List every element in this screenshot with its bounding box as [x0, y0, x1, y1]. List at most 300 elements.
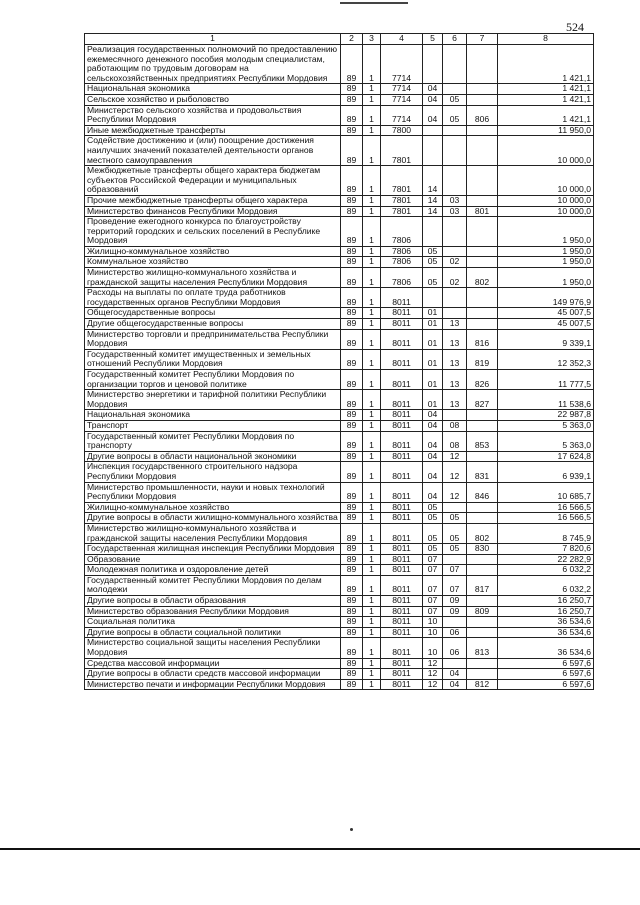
- cell-code-2: 89: [341, 268, 363, 288]
- cell-code-5: [423, 125, 443, 136]
- cell-item-name: Межбюджетные трансферты общего характера бюджетам субъектов Российской Федерации и муниципальных образований: [85, 166, 341, 196]
- cell-code-2: 89: [341, 257, 363, 268]
- cell-amount: 10 000,0: [498, 195, 594, 206]
- cell-code-4: 8011: [381, 319, 423, 330]
- cell-code-5: 05: [423, 523, 443, 543]
- cell-code-7: 827: [467, 390, 498, 410]
- cell-item-name: Другие вопросы в области национальной экономики: [85, 451, 341, 462]
- cell-amount: 6 032,2: [498, 565, 594, 576]
- cell-code-7: [467, 554, 498, 565]
- cell-code-7: [467, 627, 498, 638]
- cell-code-6: 05: [443, 513, 467, 524]
- cell-code-6: 06: [443, 638, 467, 658]
- cell-amount: 6 597,6: [498, 669, 594, 680]
- cell-code-4: 8011: [381, 617, 423, 628]
- top-scan-mark: [340, 2, 408, 9]
- cell-amount: 9 339,1: [498, 329, 594, 349]
- cell-code-7: [467, 502, 498, 513]
- cell-code-4: 8011: [381, 502, 423, 513]
- table-row: [85, 288, 594, 308]
- cell-code-7: [467, 166, 498, 196]
- cell-code-5: 01: [423, 370, 443, 390]
- cell-code-5: 12: [423, 669, 443, 680]
- cell-code-3: 1: [363, 669, 381, 680]
- table-row: [85, 410, 594, 421]
- cell-amount: 7 820,6: [498, 544, 594, 555]
- cell-amount: 16 566,5: [498, 513, 594, 524]
- cell-code-4: 7714: [381, 105, 423, 125]
- cell-code-5: 05: [423, 502, 443, 513]
- cell-code-4: 7806: [381, 217, 423, 247]
- table-row: [85, 513, 594, 524]
- cell-code-5: 04: [423, 410, 443, 421]
- cell-code-5: 01: [423, 308, 443, 319]
- cell-code-6: 02: [443, 268, 467, 288]
- cell-code-4: 8011: [381, 565, 423, 576]
- cell-code-6: 05: [443, 105, 467, 125]
- cell-code-2: 89: [341, 319, 363, 330]
- table-row: [85, 523, 594, 543]
- cell-code-3: 1: [363, 105, 381, 125]
- cell-code-7: [467, 565, 498, 576]
- cell-amount: 10 000,0: [498, 206, 594, 217]
- column-header-6: 6: [443, 34, 467, 45]
- cell-code-3: 1: [363, 482, 381, 502]
- cell-code-6: 13: [443, 349, 467, 369]
- cell-code-5: 01: [423, 329, 443, 349]
- cell-amount: 45 007,5: [498, 308, 594, 319]
- cell-item-name: Общегосударственные вопросы: [85, 308, 341, 319]
- cell-code-6: [443, 45, 467, 84]
- cell-code-6: 05: [443, 94, 467, 105]
- cell-amount: 1 421,1: [498, 105, 594, 125]
- column-header-5: 5: [423, 34, 443, 45]
- table-row: [85, 246, 594, 257]
- cell-code-7: [467, 513, 498, 524]
- cell-code-7: 819: [467, 349, 498, 369]
- cell-code-6: [443, 658, 467, 669]
- cell-code-5: 01: [423, 390, 443, 410]
- cell-item-name: Национальная экономика: [85, 84, 341, 95]
- cell-code-3: 1: [363, 370, 381, 390]
- cell-code-2: 89: [341, 217, 363, 247]
- cell-code-5: 07: [423, 596, 443, 607]
- cell-code-2: 89: [341, 596, 363, 607]
- cell-code-2: 89: [341, 617, 363, 628]
- cell-item-name: Государственный комитет Республики Мордовия по транспорту: [85, 431, 341, 451]
- cell-code-5: 07: [423, 554, 443, 565]
- cell-code-7: [467, 246, 498, 257]
- cell-amount: 45 007,5: [498, 319, 594, 330]
- table-row: [85, 125, 594, 136]
- column-header-2: 2: [341, 34, 363, 45]
- cell-code-4: 8011: [381, 308, 423, 319]
- cell-code-3: 1: [363, 565, 381, 576]
- cell-code-5: 04: [423, 431, 443, 451]
- cell-code-3: 1: [363, 513, 381, 524]
- cell-code-5: 04: [423, 462, 443, 482]
- cell-code-3: 1: [363, 679, 381, 690]
- cell-code-5: 01: [423, 349, 443, 369]
- cell-code-6: 08: [443, 431, 467, 451]
- cell-code-7: 817: [467, 575, 498, 595]
- cell-item-name: Образование: [85, 554, 341, 565]
- table-row: [85, 420, 594, 431]
- table-row: [85, 217, 594, 247]
- cell-code-3: 1: [363, 451, 381, 462]
- table-row: [85, 575, 594, 595]
- cell-code-7: 816: [467, 329, 498, 349]
- cell-code-5: 07: [423, 565, 443, 576]
- cell-code-2: 89: [341, 125, 363, 136]
- cell-code-5: 04: [423, 94, 443, 105]
- cell-code-6: 06: [443, 627, 467, 638]
- table-row: [85, 166, 594, 196]
- cell-code-3: 1: [363, 544, 381, 555]
- cell-code-4: 7806: [381, 246, 423, 257]
- cell-amount: 1 950,0: [498, 257, 594, 268]
- cell-code-3: 1: [363, 658, 381, 669]
- cell-code-4: 7801: [381, 206, 423, 217]
- cell-code-2: 89: [341, 166, 363, 196]
- cell-code-7: [467, 136, 498, 166]
- cell-code-2: 89: [341, 523, 363, 543]
- table-row: [85, 349, 594, 369]
- cell-code-6: 09: [443, 606, 467, 617]
- cell-amount: 11 950,0: [498, 125, 594, 136]
- cell-code-7: [467, 195, 498, 206]
- cell-code-4: 8011: [381, 288, 423, 308]
- cell-code-4: 8011: [381, 370, 423, 390]
- cell-code-3: 1: [363, 349, 381, 369]
- cell-code-6: [443, 246, 467, 257]
- cell-code-5: 05: [423, 268, 443, 288]
- cell-code-5: [423, 45, 443, 84]
- cell-code-4: 8011: [381, 679, 423, 690]
- cell-amount: 6 597,6: [498, 679, 594, 690]
- cell-code-6: 03: [443, 206, 467, 217]
- cell-code-2: 89: [341, 627, 363, 638]
- cell-amount: 5 363,0: [498, 431, 594, 451]
- cell-code-7: 802: [467, 268, 498, 288]
- cell-code-3: 1: [363, 257, 381, 268]
- page-number: 524: [566, 20, 584, 34]
- cell-code-6: [443, 217, 467, 247]
- cell-code-2: 89: [341, 84, 363, 95]
- cell-code-3: 1: [363, 462, 381, 482]
- cell-amount: 10 000,0: [498, 166, 594, 196]
- table-row: [85, 319, 594, 330]
- cell-item-name: Сельское хозяйство и рыболовство: [85, 94, 341, 105]
- table-row: [85, 390, 594, 410]
- cell-code-2: 89: [341, 390, 363, 410]
- cell-code-6: 07: [443, 575, 467, 595]
- cell-amount: 1 950,0: [498, 268, 594, 288]
- cell-code-7: [467, 451, 498, 462]
- cell-amount: 36 534,6: [498, 627, 594, 638]
- column-header-3: 3: [363, 34, 381, 45]
- cell-code-5: 04: [423, 105, 443, 125]
- cell-code-2: 89: [341, 638, 363, 658]
- cell-item-name: Жилищно-коммунальное хозяйство: [85, 502, 341, 513]
- cell-item-name: Министерство сельского хозяйства и продовольствия Республики Мордовия: [85, 105, 341, 125]
- cell-code-6: 04: [443, 679, 467, 690]
- cell-amount: 1 421,1: [498, 84, 594, 95]
- table-row: [85, 370, 594, 390]
- cell-code-7: [467, 617, 498, 628]
- cell-code-2: 89: [341, 606, 363, 617]
- cell-code-5: 12: [423, 658, 443, 669]
- cell-code-6: [443, 136, 467, 166]
- table-row: [85, 679, 594, 690]
- cell-code-7: 802: [467, 523, 498, 543]
- cell-code-5: 14: [423, 206, 443, 217]
- cell-code-3: 1: [363, 94, 381, 105]
- cell-amount: 1 421,1: [498, 94, 594, 105]
- cell-code-4: 7801: [381, 166, 423, 196]
- cell-item-name: Коммунальное хозяйство: [85, 257, 341, 268]
- cell-code-3: 1: [363, 329, 381, 349]
- cell-code-6: [443, 554, 467, 565]
- cell-code-2: 89: [341, 482, 363, 502]
- table-row: [85, 268, 594, 288]
- cell-item-name: Государственная жилищная инспекция Республики Мордовия: [85, 544, 341, 555]
- column-header-4: 4: [381, 34, 423, 45]
- cell-code-5: 04: [423, 482, 443, 502]
- cell-code-6: [443, 288, 467, 308]
- cell-code-5: [423, 288, 443, 308]
- cell-amount: 6 032,2: [498, 575, 594, 595]
- cell-code-6: [443, 617, 467, 628]
- cell-item-name: Иные межбюджетные трансферты: [85, 125, 341, 136]
- cell-code-6: [443, 125, 467, 136]
- cell-amount: 22 282,9: [498, 554, 594, 565]
- cell-code-7: [467, 94, 498, 105]
- cell-code-5: 07: [423, 606, 443, 617]
- cell-code-4: 7714: [381, 84, 423, 95]
- table-row: [85, 606, 594, 617]
- table-row: [85, 105, 594, 125]
- cell-item-name: Расходы на выплаты по оплате труда работников государственных органов Республики Мордовия: [85, 288, 341, 308]
- cell-code-3: 1: [363, 390, 381, 410]
- cell-code-4: 8011: [381, 596, 423, 607]
- table-row: [85, 658, 594, 669]
- cell-item-name: Реализация государственных полномочий по предоставлению ежемесячного денежного пособия молодым специалистам, работающим по трудовым договорам на сельскохозяйственных предприятиях Республики Мордовия: [85, 45, 341, 84]
- cell-code-7: 801: [467, 206, 498, 217]
- cell-item-name: Другие вопросы в области социальной политики: [85, 627, 341, 638]
- cell-code-3: 1: [363, 523, 381, 543]
- cell-code-4: 7801: [381, 136, 423, 166]
- cell-code-2: 89: [341, 370, 363, 390]
- cell-code-4: 8011: [381, 451, 423, 462]
- cell-item-name: Государственный комитет Республики Мордовия по делам молодежи: [85, 575, 341, 595]
- cell-code-6: 02: [443, 257, 467, 268]
- table-row: [85, 638, 594, 658]
- cell-item-name: Транспорт: [85, 420, 341, 431]
- cell-code-6: [443, 166, 467, 196]
- cell-code-3: 1: [363, 166, 381, 196]
- cell-code-4: 8011: [381, 523, 423, 543]
- cell-code-4: 7806: [381, 257, 423, 268]
- cell-code-5: 05: [423, 246, 443, 257]
- cell-code-6: 08: [443, 420, 467, 431]
- cell-item-name: Министерство социальной защиты населения Республики Мордовия: [85, 638, 341, 658]
- cell-code-7: [467, 420, 498, 431]
- cell-code-3: 1: [363, 638, 381, 658]
- cell-amount: 5 363,0: [498, 420, 594, 431]
- cell-code-6: 05: [443, 523, 467, 543]
- cell-code-3: 1: [363, 575, 381, 595]
- cell-code-3: 1: [363, 288, 381, 308]
- cell-code-5: 07: [423, 575, 443, 595]
- table-row: [85, 308, 594, 319]
- footer-rule: [0, 848, 640, 850]
- cell-code-5: 05: [423, 513, 443, 524]
- cell-code-5: 01: [423, 319, 443, 330]
- table-row: [85, 206, 594, 217]
- cell-code-3: 1: [363, 431, 381, 451]
- cell-code-7: [467, 658, 498, 669]
- cell-code-3: 1: [363, 84, 381, 95]
- cell-code-3: 1: [363, 420, 381, 431]
- cell-item-name: Министерство финансов Республики Мордовия: [85, 206, 341, 217]
- table-body: [85, 45, 594, 690]
- cell-code-2: 89: [341, 554, 363, 565]
- cell-code-4: 7801: [381, 195, 423, 206]
- footer-dot: [350, 828, 353, 831]
- cell-code-3: 1: [363, 627, 381, 638]
- cell-code-6: 07: [443, 565, 467, 576]
- cell-amount: 16 250,7: [498, 606, 594, 617]
- budget-table: [84, 33, 594, 690]
- cell-code-4: 8011: [381, 482, 423, 502]
- cell-code-6: 13: [443, 319, 467, 330]
- table-row: [85, 462, 594, 482]
- cell-code-4: 7800: [381, 125, 423, 136]
- cell-amount: 6 939,1: [498, 462, 594, 482]
- table-row: [85, 257, 594, 268]
- table-row: [85, 482, 594, 502]
- cell-code-4: 8011: [381, 638, 423, 658]
- cell-item-name: Молодежная политика и оздоровление детей: [85, 565, 341, 576]
- cell-code-4: 8011: [381, 462, 423, 482]
- cell-code-2: 89: [341, 658, 363, 669]
- cell-code-7: [467, 596, 498, 607]
- cell-code-2: 89: [341, 431, 363, 451]
- cell-code-7: [467, 217, 498, 247]
- cell-amount: 1 950,0: [498, 217, 594, 247]
- table-row: [85, 431, 594, 451]
- budget-table-container: [84, 33, 593, 690]
- cell-item-name: Государственный комитет имущественных и земельных отношений Республики Мордовия: [85, 349, 341, 369]
- cell-item-name: Министерство печати и информации Республики Мордовия: [85, 679, 341, 690]
- cell-code-4: 8011: [381, 669, 423, 680]
- cell-code-7: 846: [467, 482, 498, 502]
- cell-code-7: [467, 84, 498, 95]
- cell-code-7: [467, 288, 498, 308]
- cell-code-7: 830: [467, 544, 498, 555]
- cell-item-name: Прочие межбюджетные трансферты общего характера: [85, 195, 341, 206]
- cell-code-2: 89: [341, 669, 363, 680]
- cell-code-2: 89: [341, 420, 363, 431]
- cell-code-3: 1: [363, 319, 381, 330]
- cell-item-name: Средства массовой информации: [85, 658, 341, 669]
- cell-item-name: Министерство жилищно-коммунального хозяйства и гражданской защиты населения Республики Мордовия: [85, 268, 341, 288]
- cell-code-6: 13: [443, 329, 467, 349]
- cell-code-3: 1: [363, 502, 381, 513]
- cell-code-5: 10: [423, 638, 443, 658]
- cell-code-4: 8011: [381, 575, 423, 595]
- cell-code-6: 13: [443, 390, 467, 410]
- cell-code-4: 7806: [381, 268, 423, 288]
- column-header-7: 7: [467, 34, 498, 45]
- cell-code-3: 1: [363, 217, 381, 247]
- cell-code-5: 14: [423, 166, 443, 196]
- cell-code-4: 8011: [381, 431, 423, 451]
- cell-code-6: [443, 410, 467, 421]
- cell-amount: 36 534,6: [498, 617, 594, 628]
- cell-item-name: Министерство энергетики и тарифной политики Республики Мордовия: [85, 390, 341, 410]
- cell-item-name: Содействие достижению и (или) поощрение достижения наилучших значений показателей деятельности органов местного самоуправления: [85, 136, 341, 166]
- cell-code-7: 813: [467, 638, 498, 658]
- cell-item-name: Государственный комитет Республики Мордовия по организации торгов и ценовой политике: [85, 370, 341, 390]
- cell-code-7: [467, 319, 498, 330]
- cell-amount: 1 950,0: [498, 246, 594, 257]
- cell-item-name: Инспекция государственного строительного надзора Республики Мордовия: [85, 462, 341, 482]
- cell-code-2: 89: [341, 195, 363, 206]
- cell-item-name: Национальная экономика: [85, 410, 341, 421]
- cell-item-name: Жилищно-коммунальное хозяйство: [85, 246, 341, 257]
- cell-code-7: 853: [467, 431, 498, 451]
- cell-item-name: Другие общегосударственные вопросы: [85, 319, 341, 330]
- cell-code-2: 89: [341, 502, 363, 513]
- cell-item-name: Министерство образования Республики Мордовия: [85, 606, 341, 617]
- column-header-1: 1: [85, 34, 341, 45]
- table-row: [85, 544, 594, 555]
- table-row: [85, 329, 594, 349]
- cell-code-5: 04: [423, 451, 443, 462]
- table-row: [85, 565, 594, 576]
- column-header-8: 8: [498, 34, 594, 45]
- cell-amount: 17 624,8: [498, 451, 594, 462]
- cell-code-2: 89: [341, 565, 363, 576]
- cell-code-7: [467, 308, 498, 319]
- cell-code-3: 1: [363, 195, 381, 206]
- cell-amount: 12 352,3: [498, 349, 594, 369]
- cell-code-3: 1: [363, 617, 381, 628]
- header-row: [85, 34, 594, 45]
- cell-code-7: 809: [467, 606, 498, 617]
- cell-code-2: 89: [341, 329, 363, 349]
- table-row: [85, 502, 594, 513]
- cell-code-2: 89: [341, 288, 363, 308]
- cell-code-7: 812: [467, 679, 498, 690]
- cell-code-4: 8011: [381, 627, 423, 638]
- cell-code-2: 89: [341, 679, 363, 690]
- table-row: [85, 195, 594, 206]
- cell-code-5: [423, 217, 443, 247]
- table-row: [85, 451, 594, 462]
- table-row: [85, 596, 594, 607]
- cell-code-3: 1: [363, 45, 381, 84]
- cell-item-name: Министерство жилищно-коммунального хозяйства и гражданской защиты населения Республики Мордовия: [85, 523, 341, 543]
- cell-code-4: 8011: [381, 410, 423, 421]
- cell-code-2: 89: [341, 575, 363, 595]
- cell-code-2: 89: [341, 136, 363, 166]
- cell-item-name: Другие вопросы в области образования: [85, 596, 341, 607]
- cell-code-3: 1: [363, 125, 381, 136]
- cell-code-4: 8011: [381, 554, 423, 565]
